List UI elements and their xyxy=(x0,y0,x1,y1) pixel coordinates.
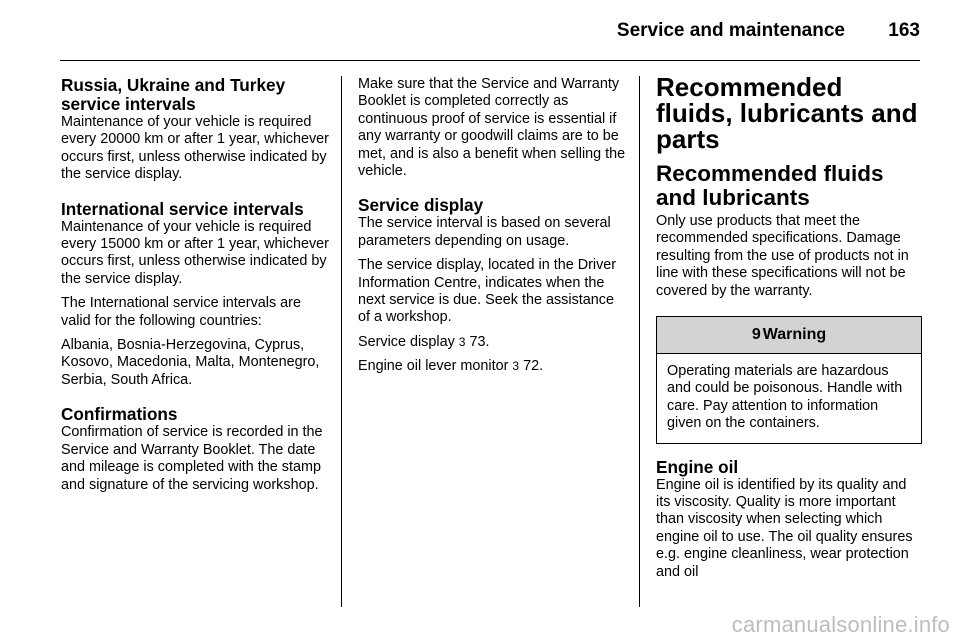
warning-body: Operating materials are hazardous and could be poisonous. Handle with care. Pay attention to information given on the containers. xyxy=(667,363,903,432)
column-divider-2 xyxy=(639,76,640,607)
page-reference-icon: 3 xyxy=(458,334,466,349)
page-reference-icon: 3 xyxy=(512,359,520,374)
column-2 xyxy=(358,76,626,392)
cross-reference-service-display xyxy=(358,334,626,351)
page-number: 163 xyxy=(888,20,920,41)
column-divider-1 xyxy=(341,76,342,607)
cross-reference-oil-monitor xyxy=(358,358,626,375)
reference-page: 73. xyxy=(469,333,490,350)
column-3 xyxy=(656,72,922,597)
paragraph: Maintenance of your vehicle is required every 15000 km or after 1 year, whichever occurs first, unless otherwise indicated by the service display. xyxy=(61,218,329,287)
section-booklet-note xyxy=(358,76,626,180)
paragraph: Albania, Bosnia-Herzegovina, Cyprus, Kosovo, Macedonia, Malta, Montenegro, Serbia, South Africa. xyxy=(61,337,320,388)
page-header xyxy=(60,20,920,44)
warning-header xyxy=(657,317,921,354)
warning-box xyxy=(656,316,922,444)
reference-text: Engine oil lever monitor xyxy=(358,358,509,375)
section-heading: Service display xyxy=(358,195,484,216)
subchapter-heading: Recommended fluids and lubricants xyxy=(656,161,884,210)
paragraph: Maintenance of your vehicle is required every 20000 km or after 1 year, whichever occurs first, unless otherwise indicated by the service display. xyxy=(61,114,329,183)
section-service-display xyxy=(358,196,626,375)
section-confirmations xyxy=(61,405,329,494)
section-heading: Russia, Ukraine and Turkey service intervals xyxy=(61,75,286,114)
section-russia-intervals xyxy=(61,76,329,184)
chapter-heading: Recommended fluids, lubricants and parts xyxy=(656,72,918,154)
paragraph: The service interval is based on several parameters depending on usage. xyxy=(358,215,611,249)
section-heading: International service intervals xyxy=(61,198,304,219)
paragraph: Confirmation of service is recorded in the Service and Warranty Booklet. The date and mileage is completed with the stamp and signature of the servicing workshop. xyxy=(61,424,323,493)
section-international-intervals xyxy=(61,200,329,390)
section-engine-oil xyxy=(656,458,922,581)
section-heading: Confirmations xyxy=(61,404,178,425)
warning-title: Warning xyxy=(762,326,827,344)
paragraph: Engine oil is identified by its quality and its viscosity. Quality is more important than viscosity when selecting which engine oil to use. The oil quality ensures e.g. engine cleanliness, wear protection and oil xyxy=(656,476,913,580)
paragraph: The service display, located in the Driver Information Centre, indicates when the next service is due. Seek the assistance of a workshop. xyxy=(358,257,617,326)
section-heading: Engine oil xyxy=(656,456,739,477)
reference-page: 72. xyxy=(523,358,544,375)
column-1 xyxy=(61,76,329,510)
paragraph: Make sure that the Service and Warranty Booklet is completed correctly as continuous proof of service is essential if any warranty or goodwill claims are to be met, and is also a benefit when selling the vehicle. xyxy=(358,76,626,180)
warning-icon: 9 xyxy=(751,326,761,344)
watermark: carmanualsonline.info xyxy=(731,612,950,637)
paragraph: Only use products that meet the recommended specifications. Damage resulting from the use of products not in line with these specifications will not be covered by the warranty. xyxy=(656,213,909,299)
paragraph: The International service intervals are valid for the following countries: xyxy=(61,295,301,329)
reference-text: Service display xyxy=(358,333,455,350)
header-rule xyxy=(60,60,920,61)
running-header-title: Service and maintenance xyxy=(616,20,845,41)
